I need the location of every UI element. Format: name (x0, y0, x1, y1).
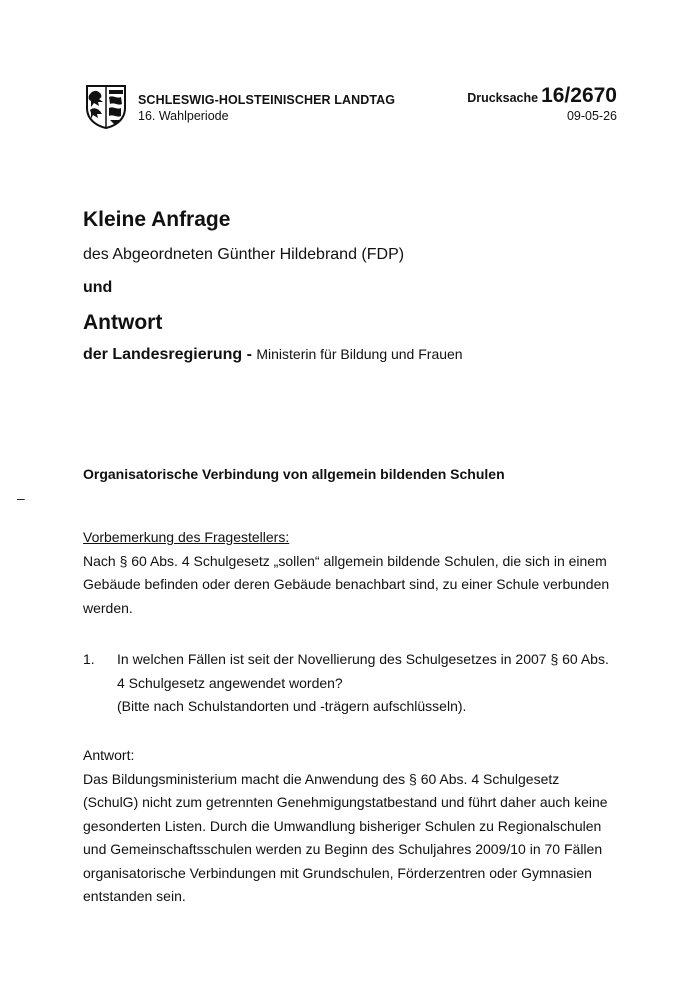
answer-line: Das Bildungsministerium macht die Anwendung des § 60 Abs. 4 Schulgesetz (83, 770, 560, 787)
answer-line: gesonderten Listen. Durch die Umwandlung bisheriger Schulen zu Regionalschulen (83, 817, 602, 834)
landtag-title: SCHLESWIG-HOLSTEINISCHER LANDTAG (138, 93, 396, 107)
wahlperiode: 16. Wahlperiode (138, 109, 229, 123)
question-line: 4 Schulgesetz angewendet worden? (117, 674, 343, 691)
question-number: 1. (83, 651, 95, 667)
answer-line: organisatorische Verbindungen mit Grundschulen, Förderzentren oder Gymnasien (83, 864, 592, 881)
heading-und: und (83, 279, 113, 296)
vorbemerkung-section (83, 526, 623, 620)
answer-line: entstanden sein. (83, 888, 186, 904)
drucksache-number: 16/2670 (541, 84, 617, 107)
answer-section (83, 744, 623, 909)
vorbemerkung-line: Nach § 60 Abs. 4 Schulgesetz „sollen“ allgemein bildende Schulen, die sich in einem (83, 552, 607, 569)
heading-kleine-anfrage: Kleine Anfrage (83, 208, 231, 231)
document-date: 09-05-26 (566, 109, 617, 123)
answer-line: und Gemeinschaftsschulen werden zu Beginn des Schuljahres 2009/10 in 70 Fällen (83, 841, 603, 857)
ministerin-label: Ministerin für Bildung und Frauen (256, 346, 463, 362)
drucksache-label: Drucksache (467, 91, 539, 105)
margin-dash: – (17, 490, 25, 506)
question-1 (83, 648, 623, 719)
landesregierung-label: der Landesregierung - (83, 346, 252, 363)
heading-abgeordneter: des Abgeordneten Günther Hildebrand (FDP) (83, 246, 405, 263)
answer-label: Antwort: (83, 747, 135, 763)
drucksache (467, 84, 617, 108)
coat-of-arms-logo (85, 84, 127, 129)
subject-title: Organisatorische Verbindung von allgemein bildenden Schulen (83, 466, 505, 482)
answer-line: (SchulG) nicht zum getrennten Genehmigungstatbestand und führt daher auch keine (83, 794, 608, 810)
heading-antwort: Antwort (83, 311, 163, 334)
vorbemerkung-line: werden. (83, 599, 133, 616)
vorbemerkung-label: Vorbemerkung des Fragestellers: (83, 529, 290, 545)
heading-landesregierung (83, 346, 463, 364)
question-line: (Bitte nach Schulstandorten und -trägern aufschlüsseln). (117, 698, 467, 714)
vorbemerkung-line: Gebäude befinden oder deren Gebäude benachbart sind, zu einer Schule verbunden (83, 576, 610, 592)
coat-of-arms-icon (85, 84, 127, 129)
question-line: In welchen Fällen ist seit der Novellierung des Schulgesetzes in 2007 § 60 Abs. (117, 651, 609, 667)
